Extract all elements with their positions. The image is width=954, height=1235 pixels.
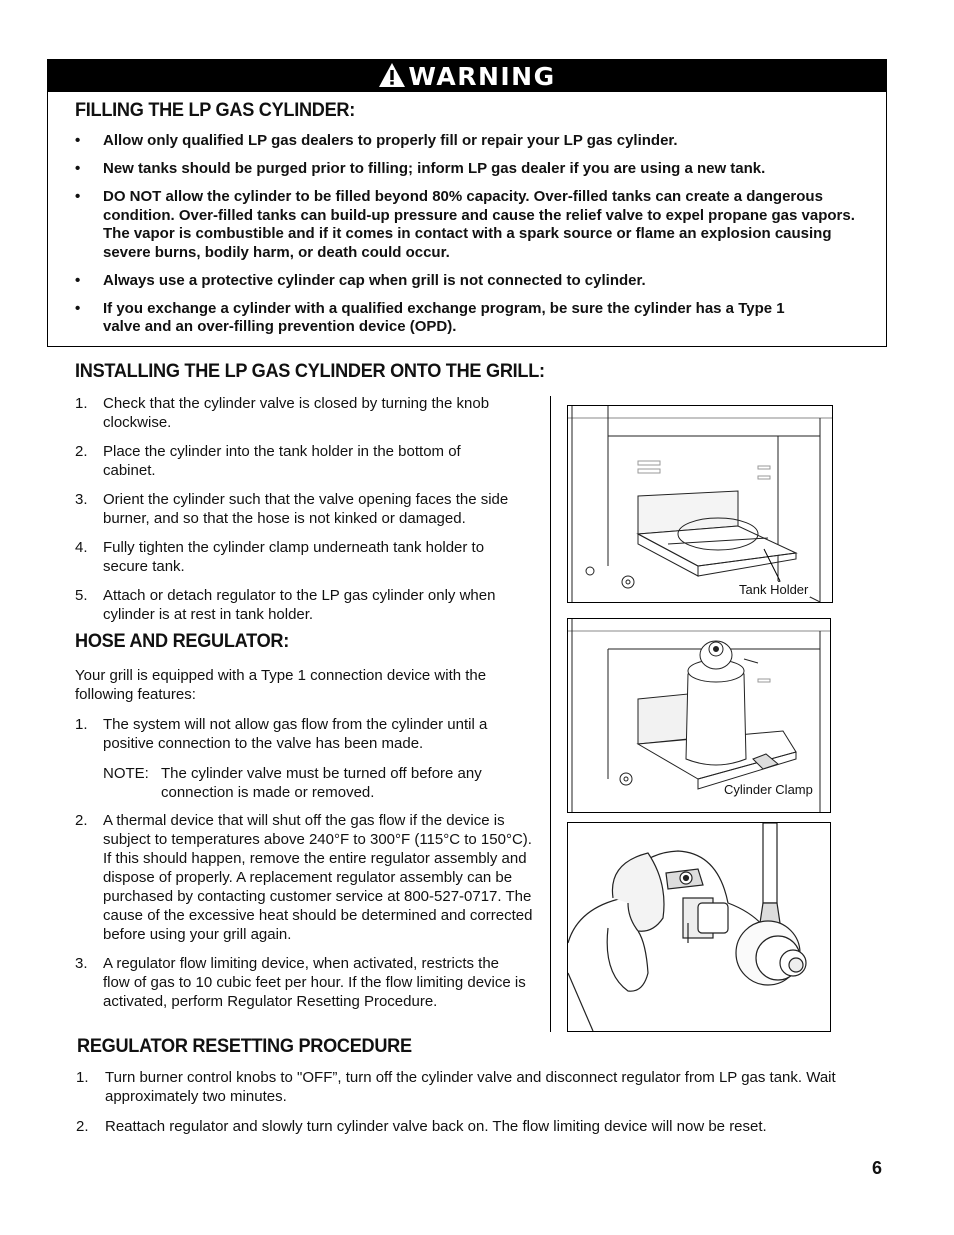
list-item xyxy=(75,394,543,432)
installing-steps xyxy=(75,394,543,634)
hose-steps-a xyxy=(75,715,515,763)
step-number: 5. xyxy=(75,587,88,604)
step-text: Attach or detach regulator to the LP gas cylinder only when cylinder is at rest in tank holder. xyxy=(103,587,496,623)
step-number: 1. xyxy=(76,1069,89,1086)
step-text: The system will not allow gas flow from the cylinder until a positive connection to the valve has been made. xyxy=(103,716,488,752)
list-item xyxy=(76,1068,866,1106)
step-text: Check that the cylinder valve is closed by turning the knob clockwise. xyxy=(103,395,490,431)
warning-triangle-icon xyxy=(378,62,406,88)
step-text: Turn burner control knobs to "OFF”, turn off the cylinder valve and disconnect regulator from LP gas tank. Wait approximately two minutes. xyxy=(105,1069,836,1105)
step-number: 3. xyxy=(75,491,88,508)
tank-holder-figure xyxy=(567,405,833,603)
list-item: • New tanks should be purged prior to filling; inform LP gas dealer if you are using a new tank. xyxy=(75,160,865,179)
column-divider xyxy=(550,396,551,1032)
list-item: • Always use a protective cylinder cap when grill is not connected to cylinder. xyxy=(75,272,865,291)
hose-intro: Your grill is equipped with a Type 1 connection device with the following features: xyxy=(75,667,487,703)
warning-banner xyxy=(48,60,886,92)
list-item xyxy=(75,811,537,944)
tank-holder-illustration xyxy=(568,406,832,602)
page-number: 6 xyxy=(872,1158,883,1178)
list-item xyxy=(75,586,543,624)
step-number: 1. xyxy=(75,395,88,412)
step-number: 1. xyxy=(75,716,88,733)
hose-steps-b xyxy=(75,811,537,1021)
warning-title: WARNING xyxy=(408,61,556,91)
regulator-figure xyxy=(567,822,831,1032)
resetting-steps xyxy=(76,1068,866,1146)
regulator-illustration xyxy=(568,823,830,1031)
list-item: • DO NOT allow the cylinder to be filled beyond 80% capacity. Over-filled tanks can create a dangerous condition. Over-filled tanks can build-up pressure and cause the relief valve to expel propane gas vapors. The vapor is combustible and if it comes in contact with a spark source or flame an explosion causing severe burns, bodily harm, or death could occur. xyxy=(75,188,865,262)
warning-bullet-list xyxy=(75,132,865,346)
filling-heading: FILLING THE LP GAS CYLINDER: xyxy=(75,99,356,121)
step-number: 4. xyxy=(75,539,88,556)
note xyxy=(103,764,523,802)
cylinder-clamp-caption: Cylinder Clamp xyxy=(724,782,813,797)
step-number: 3. xyxy=(75,955,88,972)
tank-holder-caption: Tank Holder xyxy=(739,582,809,597)
list-item xyxy=(75,490,543,528)
note-label: NOTE: xyxy=(103,765,149,782)
list-item xyxy=(75,538,543,576)
list-item xyxy=(75,715,515,753)
list-item: • If you exchange a cylinder with a qualified exchange program, be sure the cylinder has a Type 1 valve and an over-filling prevention device (OPD). xyxy=(75,300,865,337)
step-text: Orient the cylinder such that the valve opening faces the side burner, and so that the hose is not kinked or damaged. xyxy=(103,491,509,527)
list-item xyxy=(75,442,543,480)
installing-heading: INSTALLING THE LP GAS CYLINDER ONTO THE GRILL: xyxy=(75,360,545,382)
resetting-heading: REGULATOR RESETTING PROCEDURE xyxy=(77,1035,412,1057)
step-number: 2. xyxy=(75,443,88,460)
note-text: The cylinder valve must be turned off before any connection is made or removed. xyxy=(161,765,482,801)
list-item xyxy=(76,1117,866,1136)
step-text: A regulator flow limiting device, when activated, restricts the flow of gas to 10 cubic feet per hour. If the flow limiting device is activated, perform Regulator Resetting Procedure. xyxy=(103,955,526,1010)
step-number: 2. xyxy=(75,812,88,829)
step-text: Reattach regulator and slowly turn cylinder valve back on. The flow limiting device will now be reset. xyxy=(105,1118,767,1135)
cylinder-clamp-figure xyxy=(567,618,831,813)
step-text: A thermal device that will shut off the gas flow if the device is subject to temperatures above 240°F to 300°F (115°C to 150°C). If this should happen, remove the entire regulator assembly and dispose of properly. A replacement regulator assembly can be purchased by contacting customer service at 800-527-0717. The cause of the excessive heat should be determined and corrected before using your grill again. xyxy=(103,812,533,943)
list-item xyxy=(75,954,537,1011)
hose-heading: HOSE AND REGULATOR: xyxy=(75,630,290,652)
list-item: • Allow only qualified LP gas dealers to properly fill or repair your LP gas cylinder. xyxy=(75,132,865,151)
step-number: 2. xyxy=(76,1118,89,1135)
step-text: Fully tighten the cylinder clamp underneath tank holder to secure tank. xyxy=(103,539,485,575)
step-text: Place the cylinder into the tank holder in the bottom of cabinet. xyxy=(103,443,461,479)
